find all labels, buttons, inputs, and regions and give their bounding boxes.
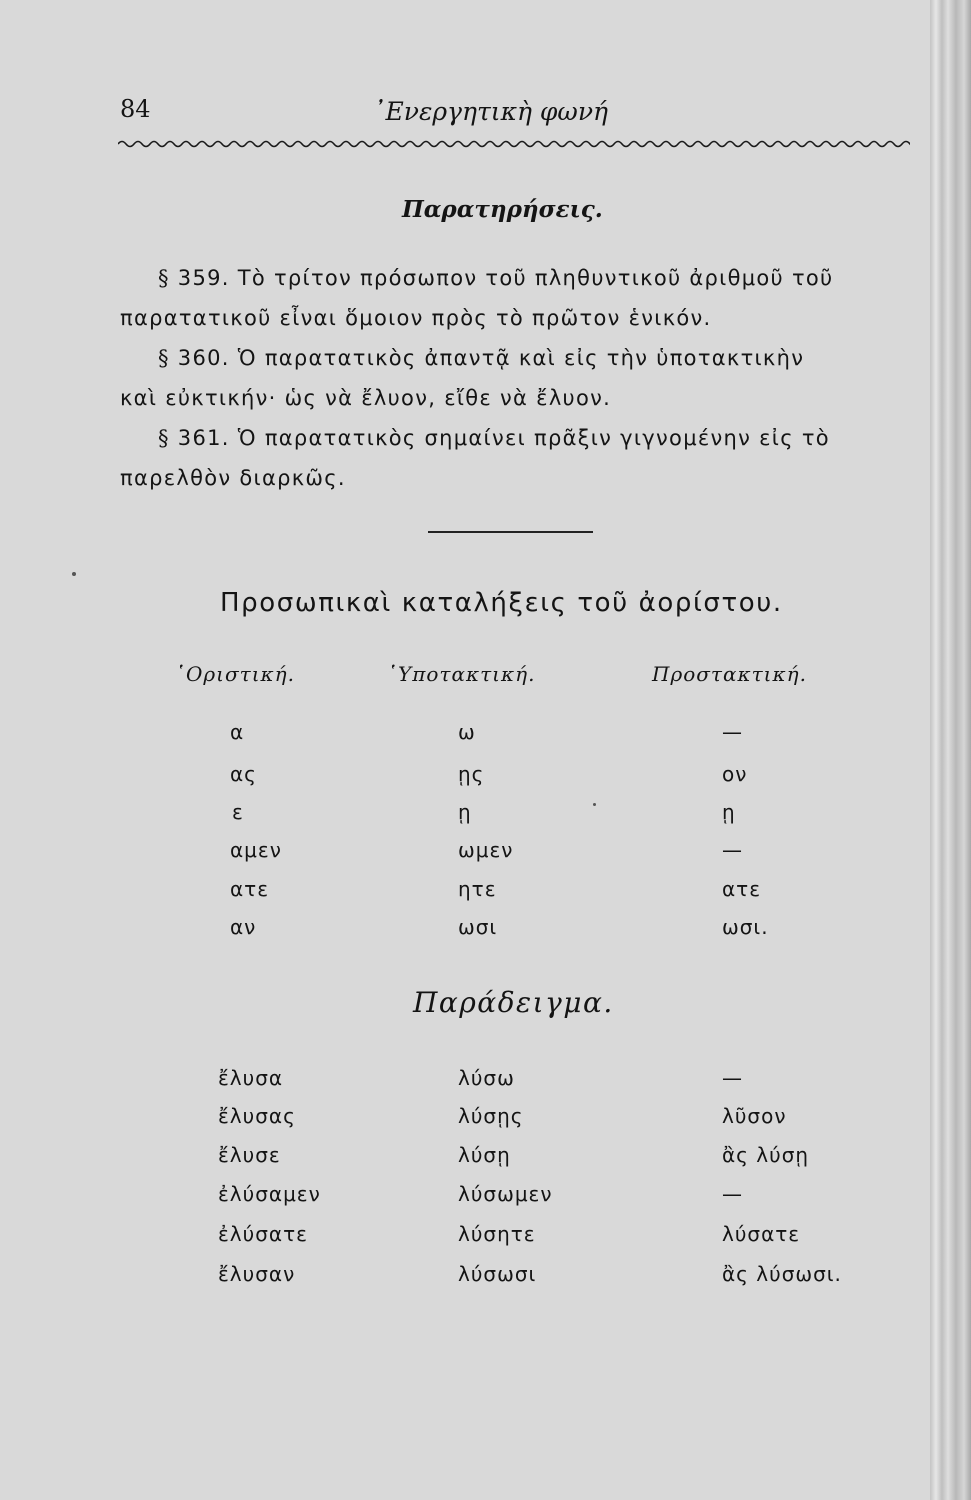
example-cell: ἂς λύσωσι. [722, 1262, 842, 1286]
ending-cell: ωσι [458, 915, 498, 939]
section-mark: § [158, 346, 170, 370]
paragraph-text: 359. Τὸ τρίτον πρόσωπον τοῦ πληθυντικοῦ ἀριθμοῦ τοῦ [177, 266, 834, 290]
example-cell: λύσῃ [458, 1143, 511, 1167]
paragraph-line [120, 418, 920, 458]
paragraph-line [120, 258, 920, 298]
ending-cell: — [722, 838, 743, 862]
example-cell: λύσητε [458, 1222, 536, 1246]
example-cell: λύσωσι [458, 1262, 537, 1286]
example-cell: ἔλυσαν [218, 1262, 296, 1286]
section-title: Παρατηρήσεις. [402, 196, 603, 223]
paragraph-361 [120, 418, 920, 498]
example-title: Παράδειγμα. [413, 986, 614, 1019]
section-mark: § [158, 266, 170, 290]
example-cell: ἂς λύσῃ [722, 1143, 810, 1167]
ending-cell: — [722, 720, 743, 744]
ending-cell: ον [722, 762, 748, 786]
paragraph-line: παρατατικοῦ εἶναι ὅμοιον πρὸς τὸ πρῶτον ἑνικόν. [120, 306, 712, 330]
column-header-indicative: ῾Οριστική. [175, 662, 296, 686]
ending-cell: ῃς [458, 762, 485, 786]
paragraph-text: 360. Ὁ παρατατικὸς ἀπαντᾷ καὶ εἰς τὴν ὑποτακτικὴν [177, 346, 805, 370]
example-cell: λῦσον [722, 1104, 787, 1128]
page-edge-shadow [930, 0, 971, 1500]
column-header-subjunctive: ῾Υποτακτική. [387, 662, 536, 686]
ending-cell: ητε [458, 877, 497, 901]
ending-cell: ατε [230, 877, 270, 901]
example-cell: λύσω [458, 1066, 515, 1090]
ending-cell: αμεν [230, 838, 282, 862]
print-speck [72, 572, 76, 576]
paragraph-360 [120, 338, 920, 418]
section-divider [428, 531, 593, 533]
section-mark: § [158, 426, 170, 450]
example-cell: ἐλύσατε [218, 1222, 308, 1246]
example-cell: — [722, 1066, 743, 1090]
ending-cell: ατε [722, 877, 762, 901]
ending-cell: α [230, 720, 245, 744]
ending-cell: ε [232, 800, 244, 824]
example-cell: λύσῃς [458, 1104, 524, 1128]
paragraph-line [120, 338, 920, 378]
example-cell: — [722, 1182, 743, 1206]
column-header-imperative: Προστακτική. [652, 662, 807, 686]
paragraph-line: παρελθὸν διαρκῶς. [120, 466, 346, 490]
print-speck [593, 803, 596, 806]
running-title: ᾿Ενεργητικὴ φωνή [373, 97, 608, 126]
example-cell: ἔλυσα [218, 1066, 284, 1090]
ending-cell: ῃ [722, 800, 736, 824]
header-wavy-rule [118, 137, 910, 151]
example-cell: ἔλυσε [218, 1143, 281, 1167]
paragraph-text: 361. Ὁ παρατατικὸς σημαίνει πρᾶξιν γιγνομένην εἰς τὸ [177, 426, 830, 450]
ending-cell: ας [230, 762, 257, 786]
paragraph-359 [120, 258, 920, 338]
ending-cell: ωμεν [458, 838, 514, 862]
example-cell: ἐλύσαμεν [218, 1182, 321, 1206]
example-cell: ἔλυσας [218, 1104, 296, 1128]
ending-cell: ῃ [458, 800, 472, 824]
endings-table-title: Προσωπικαὶ καταλήξεις τοῦ ἀορίστου. [220, 588, 783, 618]
ending-cell: αν [230, 915, 257, 939]
example-cell: λύσατε [722, 1222, 801, 1246]
page-number: 84 [120, 95, 151, 123]
ending-cell: ω [458, 720, 476, 744]
example-cell: λύσωμεν [458, 1182, 553, 1206]
ending-cell: ωσι. [722, 915, 769, 939]
paragraph-line: καὶ εὐκτικήν· ὡς νὰ ἔλυον, εἴθε νὰ ἔλυον. [120, 386, 612, 410]
